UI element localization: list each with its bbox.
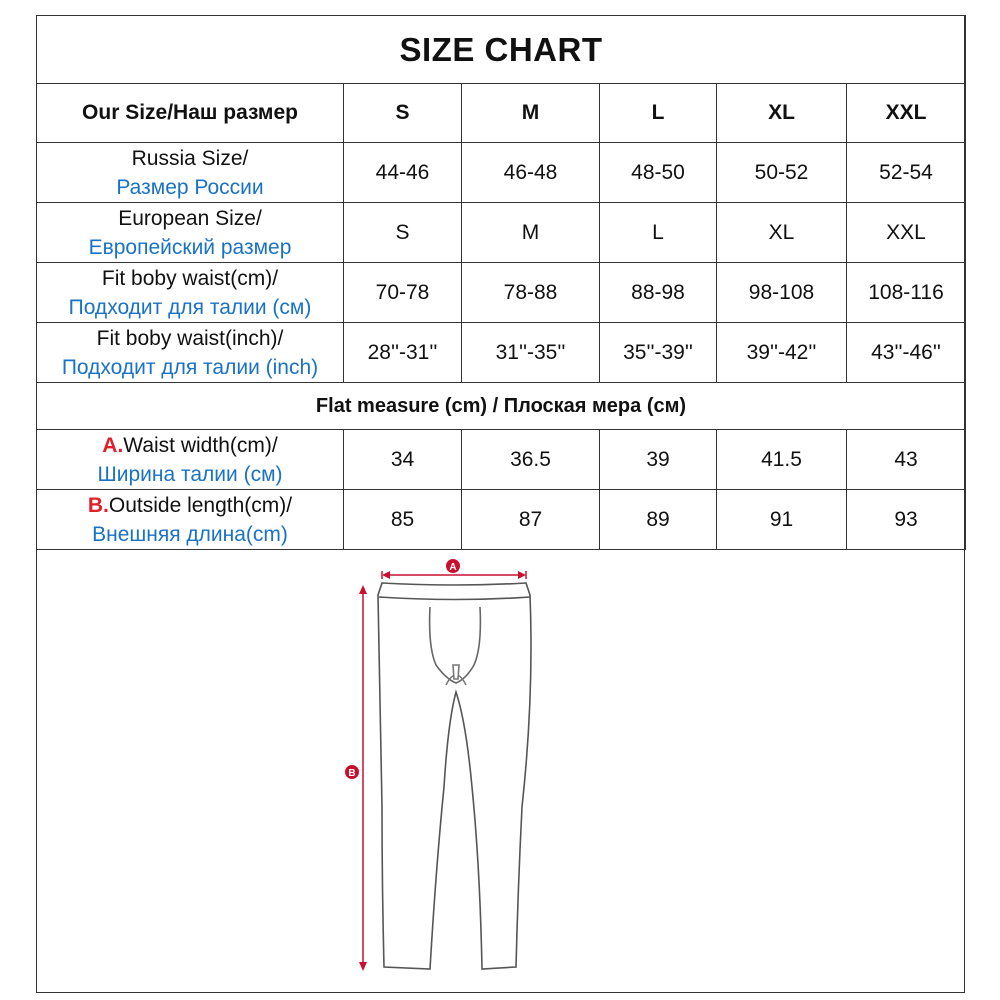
table-cell: 36.5 [462,430,600,490]
row-label-ru: Европейский размер [88,235,292,259]
row-label [37,490,344,550]
row-label-ru: Ширина талии (см) [97,462,283,486]
table-cell: 41.5 [717,430,847,490]
size-chart-table [36,15,966,550]
row-label-ru: Подходит для талии (см) [68,295,312,319]
row-label-en: European Size/ [118,206,262,230]
pants-diagram [36,547,965,993]
dimension-b [359,585,367,971]
marker-a-label: A. [102,433,124,457]
row-label-en: Fit boby waist(cm)/ [101,266,279,290]
row-label [37,323,344,383]
table-cell: 52-54 [847,143,966,203]
row-label [37,430,344,490]
marker-a-circle [446,559,460,573]
chart-title: SIZE CHART [37,16,966,84]
marker-b-circle [345,765,359,779]
marker-b-text: B [348,768,356,779]
table-cell: 31''-35'' [462,323,600,383]
table-row [37,263,966,323]
header-label: Our Size/Наш размер [37,84,344,143]
row-label-ru: Размер России [116,175,264,199]
size-header-m: M [462,84,600,143]
size-header-xl: XL [717,84,847,143]
table-cell: 93 [847,490,966,550]
table-cell: 39''-42'' [717,323,847,383]
table-cell: 70-78 [344,263,462,323]
table-row [37,143,966,203]
row-label-ru: Подходит для талии (inch) [61,355,319,379]
table-cell: 35''-39'' [600,323,717,383]
row-label-en: Russia Size/ [131,146,249,170]
row-label-en: Outside length(cm)/ [108,493,293,517]
table-cell: 43 [847,430,966,490]
table-cell: 43''-46'' [847,323,966,383]
pants-diagram-area [36,547,965,993]
header-row [37,84,966,143]
table-cell: 28''-31'' [344,323,462,383]
table-cell: 48-50 [600,143,717,203]
table-cell: 78-88 [462,263,600,323]
size-header-xxl: XXL [847,84,966,143]
row-label-en: Fit boby waist(inch)/ [96,326,284,350]
table-cell: M [462,203,600,263]
table-cell: 91 [717,490,847,550]
table-cell: 88-98 [600,263,717,323]
table-cell: 89 [600,490,717,550]
row-label [37,263,344,323]
table-cell: 108-116 [847,263,966,323]
row-label-en: Waist width(cm)/ [123,433,278,457]
table-cell: S [344,203,462,263]
table-row [37,430,966,490]
pants-illustration [378,583,531,969]
table-cell: 98-108 [717,263,847,323]
table-row [37,203,966,263]
table-cell: XL [717,203,847,263]
row-label [37,203,344,263]
table-cell: L [600,203,717,263]
flat-measure-heading: Flat measure (cm) / Плоская мера (см) [37,383,966,430]
table-row [37,323,966,383]
marker-b-label: B. [87,493,109,517]
table-cell: 46-48 [462,143,600,203]
table-cell: XXL [847,203,966,263]
row-label [37,143,344,203]
size-header-s: S [344,84,462,143]
table-cell: 39 [600,430,717,490]
table-cell: 85 [344,490,462,550]
table-cell: 87 [462,490,600,550]
table-cell: 34 [344,430,462,490]
section-header-row [37,383,966,430]
size-header-l: L [600,84,717,143]
table-cell: 44-46 [344,143,462,203]
marker-a-text: A [449,562,457,573]
row-label-ru: Внешняя длина(cm) [92,522,288,546]
table-cell: 50-52 [717,143,847,203]
table-row [37,490,966,550]
